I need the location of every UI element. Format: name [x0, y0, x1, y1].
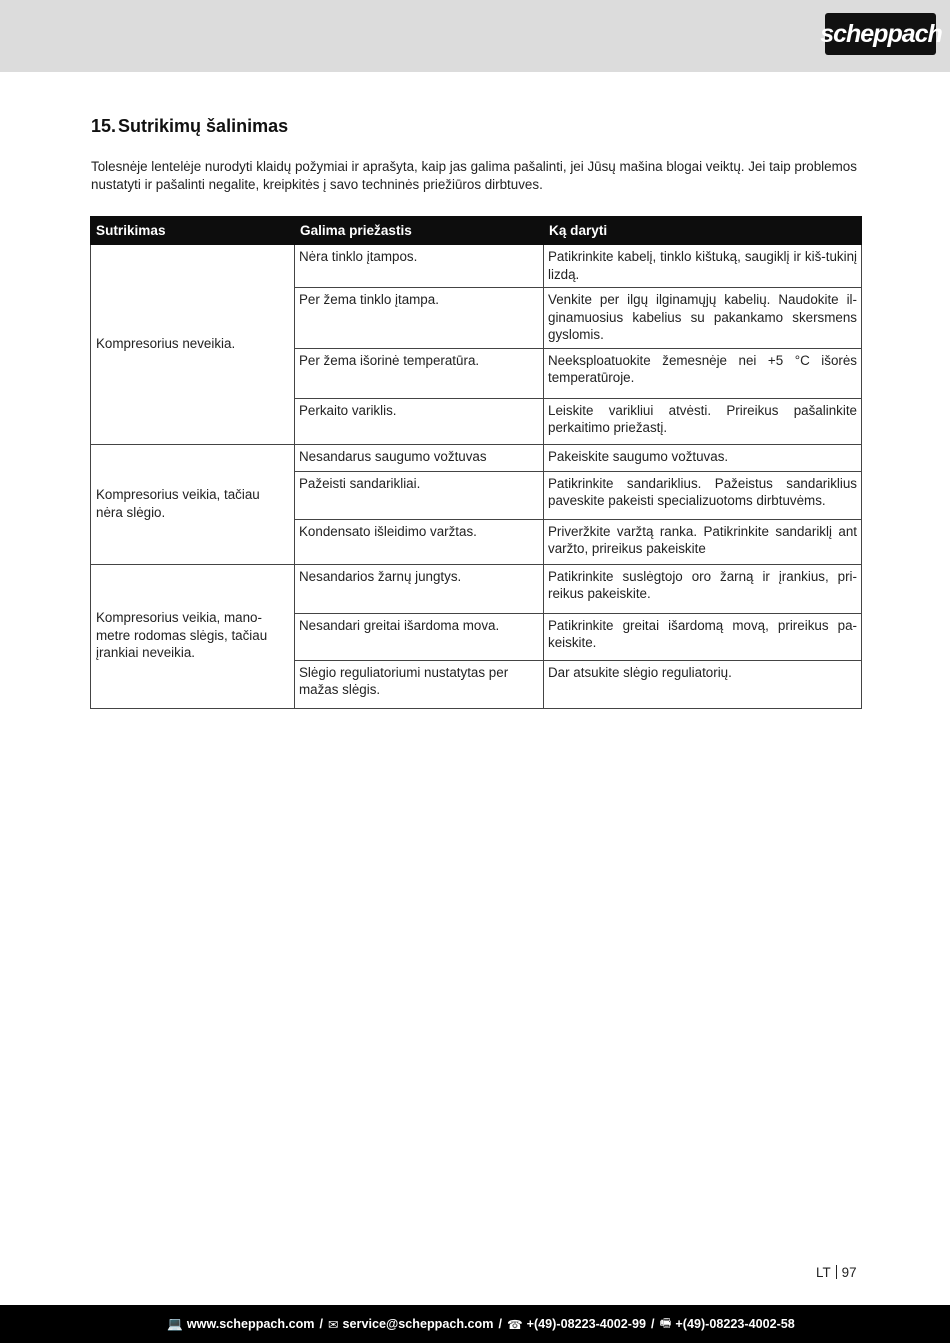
table-row: [91, 564, 862, 613]
symptom-cell: Kompresorius veikia, mano-metre rodomas slėgis, tačiau įrankiai neveikia.: [91, 564, 295, 708]
page-number-value: 97: [841, 1265, 857, 1280]
symptom-cell: Kompresorius veikia, tačiau nėra slėgio.: [91, 444, 295, 564]
computer-icon: 💻: [167, 1316, 183, 1331]
section-title-text: Sutrikimų šalinimas: [118, 116, 289, 136]
svg-text:scheppach: scheppach: [819, 20, 942, 48]
action-cell: Pakeiskite saugumo vožtuvas.: [544, 444, 862, 471]
troubleshooting-table: [90, 216, 862, 709]
symptom-cell: Kompresorius neveikia.: [91, 245, 295, 445]
section-title: [91, 116, 288, 137]
action-cell: Neeksploatuokite žemesnėje nei +5 °C išorės temperatūroje.: [544, 348, 862, 398]
cause-cell: Perkaito variklis.: [295, 398, 544, 444]
cause-cell: Pažeisti sandarikliai.: [295, 471, 544, 519]
header-action: Ką daryti: [544, 217, 862, 245]
page-language: LT: [816, 1265, 831, 1280]
footer-separator: /: [498, 1317, 502, 1331]
cause-cell: Slėgio reguliatoriumi nustatytas per mažas slėgis.: [295, 660, 544, 708]
cause-cell: Per žema tinklo įtampa.: [295, 288, 544, 349]
intro-paragraph: Tolesnėje lentelėje nurodyti klaidų požymiai ir aprašyta, kaip jas galima pašalinti, jei Jūsų mašina blogai veiktų. Jei taip problemos nustatyti ir pašalinti negalite, kreipkitės į savo techninės priežiūros dirbtuves.: [91, 159, 857, 192]
footer-website[interactable]: www.scheppach.com: [186, 1317, 315, 1331]
action-cell: Dar atsukite slėgio reguliatorių.: [544, 660, 862, 708]
table-row: [91, 444, 862, 471]
table-header-row: [91, 217, 862, 245]
cause-cell: Nesandarus saugumo vožtuvas: [295, 444, 544, 471]
action-cell: Venkite per ilgų ilginamųjų kabelių. Naudokite il-ginamuosius kabelius su pakankamo skersmens gyslomis.: [544, 288, 862, 349]
fax-icon: 🖷: [659, 1315, 672, 1330]
mail-icon: ✉: [327, 1317, 339, 1332]
header-band: [0, 0, 950, 72]
cause-cell: Nesandarios žarnų jungtys.: [295, 564, 544, 613]
footer-fax: +(49)-08223-4002-58: [675, 1317, 795, 1331]
action-cell: Patikrinkite greitai išardomą movą, prireikus pa-keiskite.: [544, 613, 862, 660]
footer-phone: +(49)-08223-4002-99: [526, 1317, 647, 1331]
header-cause: Galima priežastis: [295, 217, 544, 245]
action-cell: Patikrinkite suslėgtojo oro žarną ir įrankius, pri-reikus pakeiskite.: [544, 564, 862, 613]
scheppach-logo: [819, 13, 942, 55]
cause-cell: Nesandari greitai išardoma mova.: [295, 613, 544, 660]
table-row: [91, 245, 862, 288]
phone-icon: ☎: [506, 1317, 523, 1332]
action-cell: Priveržkite varžtą ranka. Patikrinkite sandariklį ant varžto, prireikus pakeiskite: [544, 519, 862, 564]
header-symptom: Sutrikimas: [91, 217, 295, 245]
cause-cell: Nėra tinklo įtampos.: [295, 245, 544, 288]
footer-bar: [0, 1305, 950, 1343]
action-cell: Patikrinkite kabelį, tinklo kištuką, saugiklį ir kiš-tukinį lizdą.: [544, 245, 862, 288]
cause-cell: Per žema išorinė temperatūra.: [295, 348, 544, 398]
footer-separator: /: [319, 1317, 323, 1331]
page-divider: [836, 1265, 837, 1279]
footer-separator: /: [651, 1317, 655, 1331]
section-number: 15.: [91, 116, 117, 136]
action-cell: Patikrinkite sandariklius. Pažeistus sandariklius paveskite pakeisti specializuotoms dirbtuvėms.: [544, 471, 862, 519]
cause-cell: Kondensato išleidimo varžtas.: [295, 519, 544, 564]
page-number: [816, 1265, 857, 1280]
footer-email[interactable]: service@scheppach.com: [342, 1317, 494, 1331]
action-cell: Leiskite varikliui atvėsti. Prireikus pašalinkite perkaitimo priežastį.: [544, 398, 862, 444]
